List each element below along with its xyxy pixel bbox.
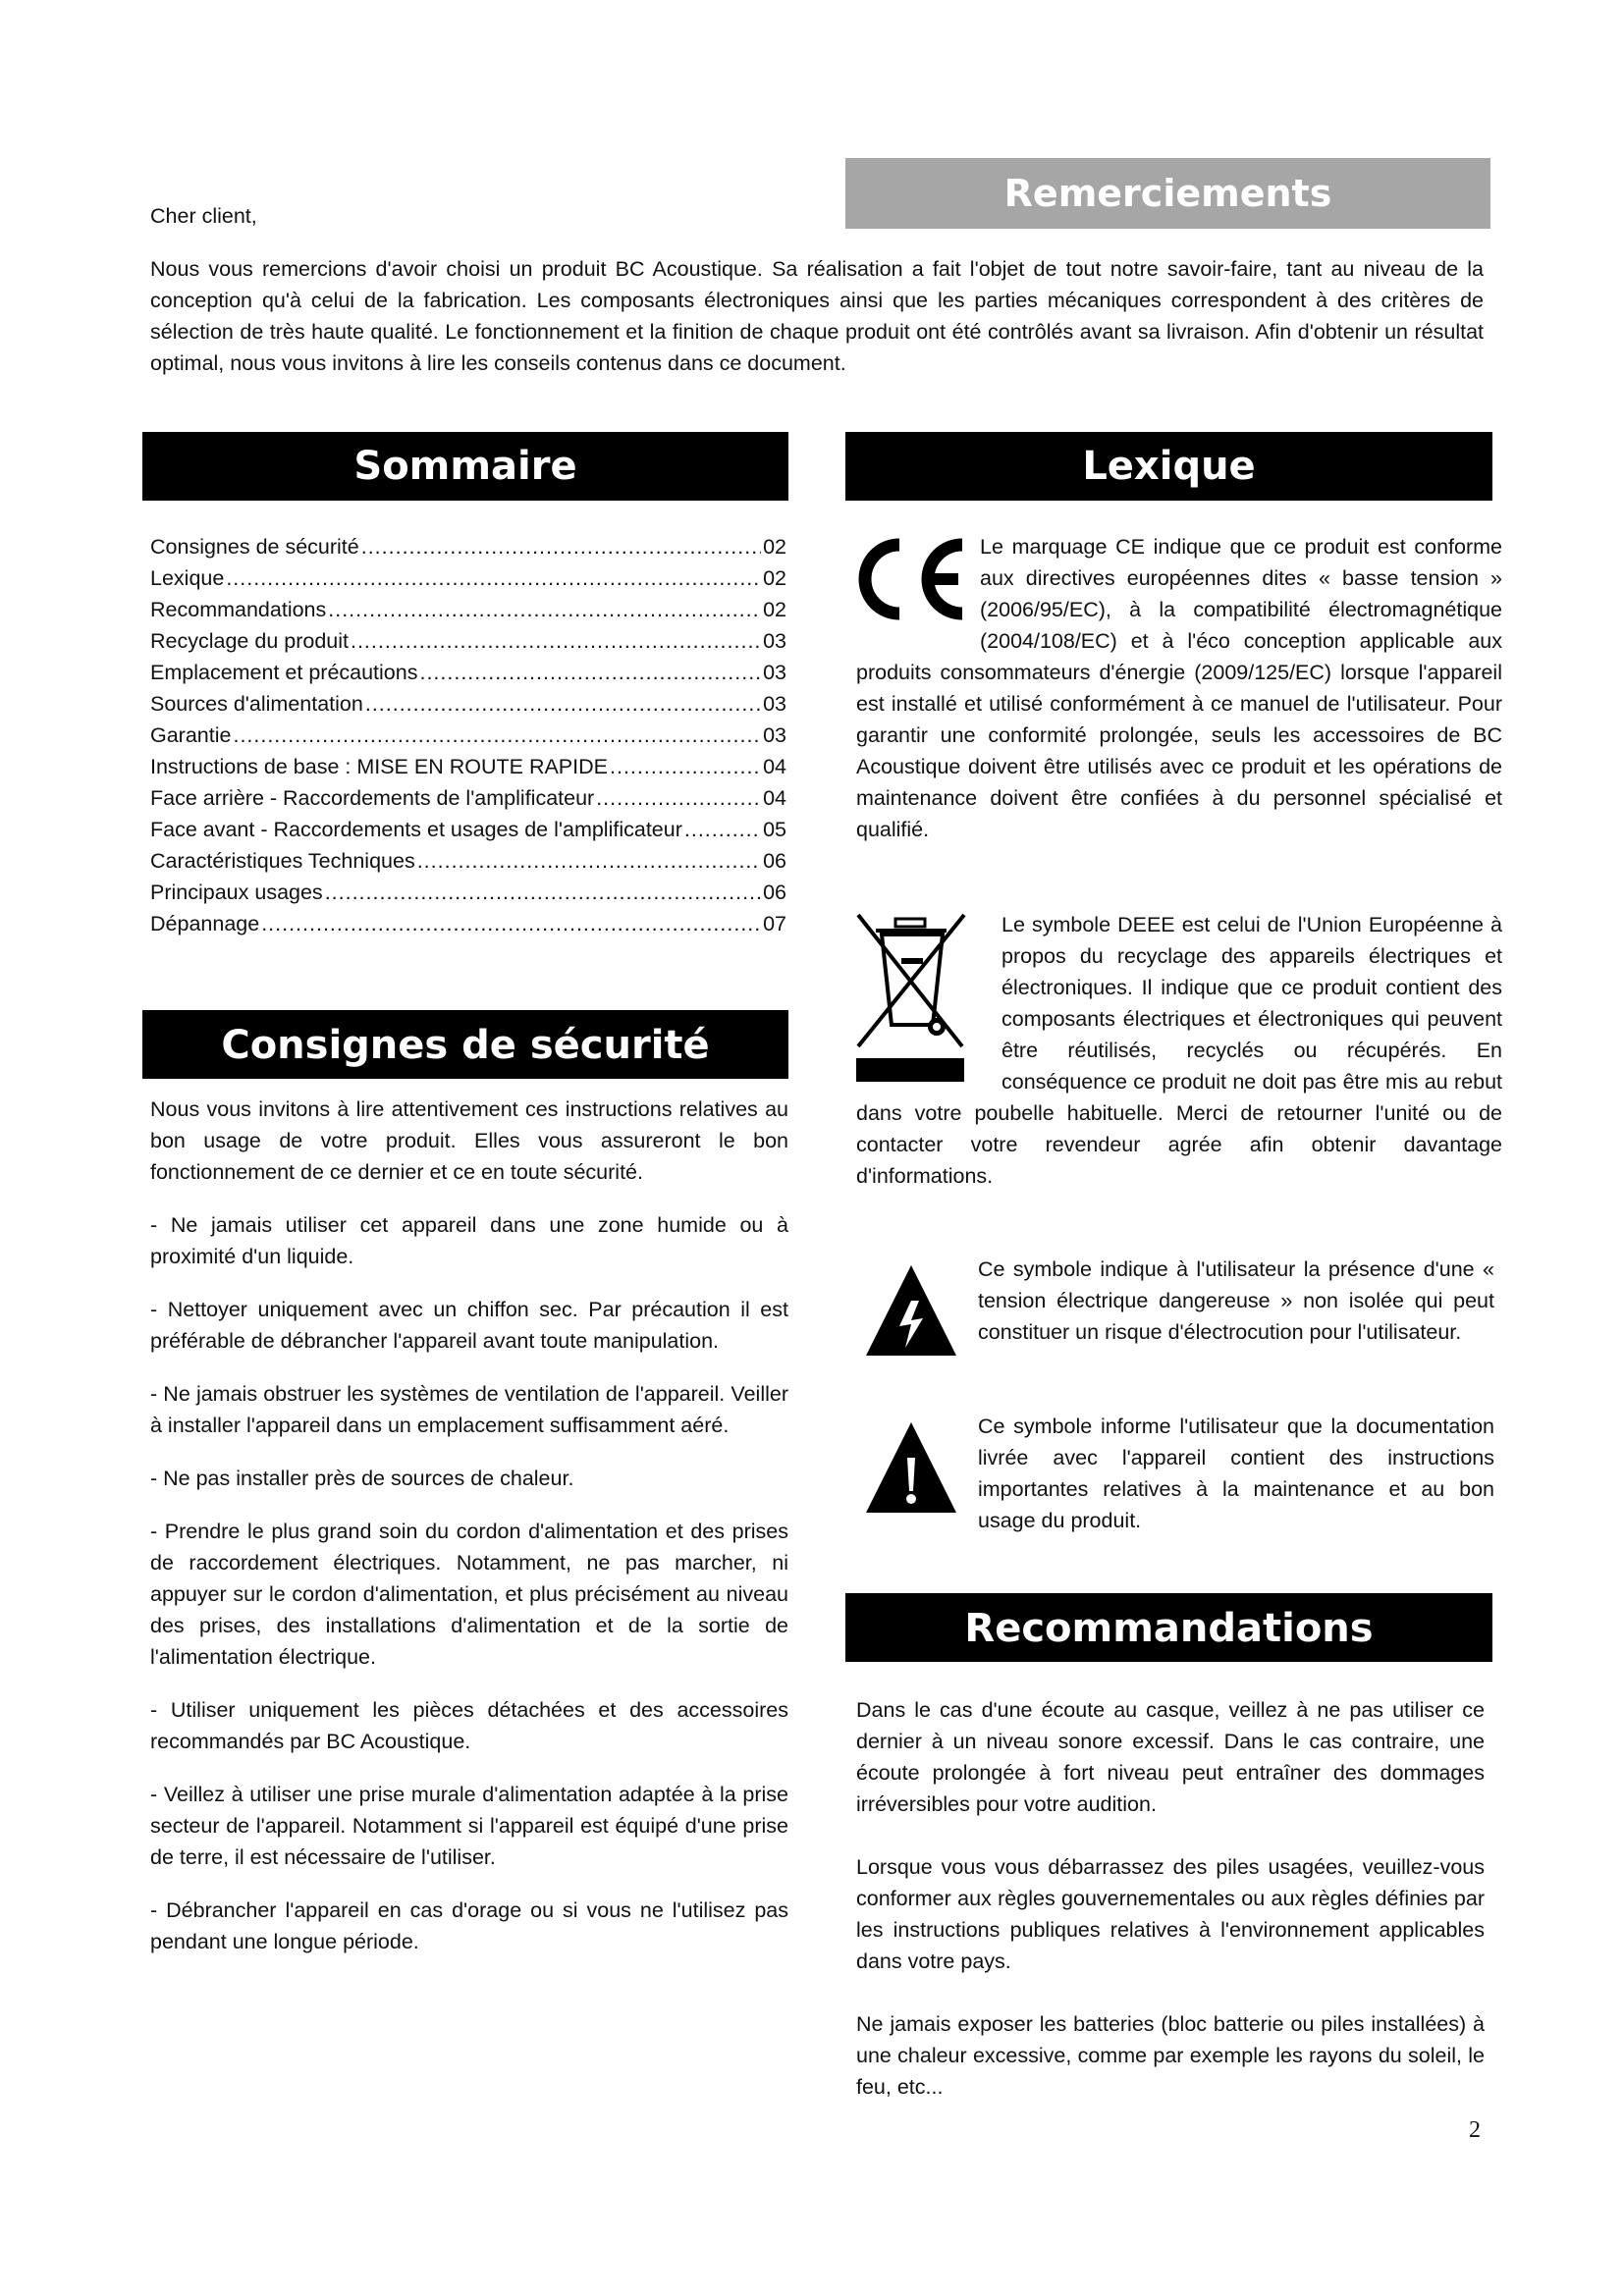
- toc-row: [150, 531, 786, 562]
- toc-label: Emplacement et précautions: [150, 661, 418, 684]
- table-of-contents: [150, 531, 786, 939]
- toc-row: [150, 782, 786, 814]
- consignes-body: [150, 1094, 788, 1957]
- consignes-paragraph: - Ne jamais obstruer les systèmes de ventilation de l'appareil. Veiller à installer l'appareil dans un emplacement suffisamment aéré.: [150, 1382, 788, 1437]
- toc-leader: [684, 814, 761, 845]
- toc-page: 03: [763, 629, 786, 653]
- recommandations-body: [856, 1694, 1485, 2103]
- toc-page: 02: [763, 598, 786, 621]
- lexique-banner: Lexique: [845, 432, 1492, 501]
- toc-leader: [328, 594, 761, 625]
- toc-leader: [610, 751, 761, 782]
- toc-row: [150, 625, 786, 657]
- toc-page: 03: [763, 661, 786, 684]
- ce-text: Le marquage CE indique que ce produit est conforme aux directives européennes dites « basse tension » (2006/95/EC), à la compatibilité électromagnétique (2004/108/EC) et à l'éco conception applicable aux produits consommateurs d'énergie (2009/125/EC) lorsque l'appareil est installé et utilisé conformément à ce manuel de l'utilisateur. Pour garantir une conformité prolongée, seuls les accessoires de BC Acoustique doivent être utilisés avec ce produit et les opérations de maintenance doivent être confiées à du personnel spécialisé et qualifié.: [856, 535, 1502, 841]
- toc-label: Recyclage du produit: [150, 629, 349, 653]
- deee-text: Le symbole DEEE est celui de l'Union Européenne à propos du recyclage des appareils électriques et électroniques. Il indique que ce produit contient des composants électriques et électroniques qui peuvent être réutilisés, recyclés ou récupérés. En conséquence ce produit ne doit pas être mis au rebut dans votre poubelle habituelle. Merci de retourner l'unité ou de contacter votre revendeur agrée afin obtenir davantage d'informations.: [856, 913, 1502, 1188]
- toc-label: Face avant - Raccordements et usages de l'amplificateur: [150, 818, 682, 841]
- toc-label: Dépannage: [150, 912, 260, 935]
- toc-leader: [226, 562, 761, 594]
- toc-leader: [417, 845, 761, 877]
- toc-leader: [361, 531, 761, 562]
- recommandations-paragraph: Ne jamais exposer les batteries (bloc batterie ou piles installées) à une chaleur excessive, comme par exemple les rayons du soleil, le feu, etc...: [856, 2012, 1485, 2099]
- toc-leader: [365, 688, 761, 720]
- toc-leader: [325, 877, 761, 908]
- toc-page: 04: [763, 786, 786, 810]
- toc-row: [150, 751, 786, 782]
- toc-row: [150, 877, 786, 908]
- voltage-text: Ce symbole indique à l'utilisateur la présence d'une « tension électrique dangereuse » non isolée qui peut constituer un risque d'électrocution pour l'utilisateur.: [978, 1257, 1494, 1344]
- toc-label: Face arrière - Raccordements de l'amplificateur: [150, 786, 595, 810]
- toc-page: 06: [763, 849, 786, 873]
- toc-row: [150, 720, 786, 751]
- toc-label: Sources d'alimentation: [150, 692, 363, 716]
- consignes-paragraph: - Prendre le plus grand soin du cordon d'alimentation et des prises de raccordement électriques. Notamment, ne pas marcher, ni appuyer sur le cordon d'alimentation, et plus précisément au niveau des prises, des installations d'alimentation et de la sortie de l'alimentation électrique.: [150, 1520, 788, 1669]
- consignes-paragraph: - Ne jamais utiliser cet appareil dans une zone humide ou à proximité d'un liquide.: [150, 1213, 788, 1268]
- remerciements-banner: Remerciements: [845, 158, 1490, 229]
- toc-label: Consignes de sécurité: [150, 535, 359, 559]
- toc-page: 03: [763, 723, 786, 747]
- greeting: Cher client,: [150, 204, 257, 228]
- toc-label: Lexique: [150, 566, 225, 590]
- consignes-banner: Consignes de sécurité: [142, 1010, 788, 1079]
- toc-page: 04: [763, 755, 786, 778]
- toc-label: Garantie: [150, 723, 232, 747]
- toc-leader: [261, 908, 761, 939]
- toc-label: Instructions de base : MISE EN ROUTE RAPIDE: [150, 755, 608, 778]
- toc-leader: [419, 657, 761, 688]
- info-text: Ce symbole informe l'utilisateur que la documentation livrée avec l'appareil contient des instructions importantes relatives à la maintenance et au bon usage du produit.: [978, 1415, 1494, 1532]
- toc-row: [150, 908, 786, 939]
- recommandations-paragraph: Lorsque vous vous débarrassez des piles usagées, veuillez-vous conformer aux règles gouvernementales ou aux règles définies par les instructions publiques relatives à l'environnement applicables dans votre pays.: [856, 1855, 1485, 1973]
- toc-row: [150, 657, 786, 688]
- toc-page: 02: [763, 535, 786, 559]
- recommandations-banner: Recommandations: [845, 1593, 1492, 1662]
- consignes-paragraph: - Nettoyer uniquement avec un chiffon sec. Par précaution il est préférable de débrancher l'appareil avant toute manipulation.: [150, 1298, 788, 1353]
- toc-row: [150, 845, 786, 877]
- toc-leader: [233, 720, 761, 751]
- consignes-paragraph: - Veillez à utiliser une prise murale d'alimentation adaptée à la prise secteur de l'appareil. Notamment si l'appareil est équipé d'une prise de terre, il est nécessaire de l'utiliser.: [150, 1783, 788, 1869]
- toc-label: Caractéristiques Techniques: [150, 849, 415, 873]
- toc-page: 05: [763, 818, 786, 841]
- toc-row: [150, 594, 786, 625]
- toc-row: [150, 562, 786, 594]
- consignes-paragraph: - Ne pas installer près de sources de chaleur.: [150, 1467, 574, 1490]
- toc-row: [150, 688, 786, 720]
- consignes-paragraph: - Débrancher l'appareil en cas d'orage ou si vous ne l'utilisez pas pendant une longue période.: [150, 1898, 788, 1953]
- remerciements-text: Nous vous remercions d'avoir choisi un produit BC Acoustique. Sa réalisation a fait l'objet de tout notre savoir-faire, tant au niveau de la conception qu'à celui de la fabrication. Les composants électroniques ainsi que les parties mécaniques correspondent à des critères de sélection de très haute qualité. Le fonctionnement et la finition de chaque produit ont été contrôlés avant sa livraison. Afin d'obtenir un résultat optimal, nous vous invitons à lire les conseils contenus dans ce document.: [150, 257, 1484, 375]
- toc-page: 03: [763, 692, 786, 716]
- toc-page: 06: [763, 881, 786, 904]
- consignes-paragraph: Nous vous invitons à lire attentivement ces instructions relatives au bon usage de votre produit. Elles vous assureront le bon fonctionnement de ce dernier et ce en toute sécurité.: [150, 1097, 788, 1184]
- toc-page: 02: [763, 566, 786, 590]
- toc-row: [150, 814, 786, 845]
- toc-leader: [596, 782, 761, 814]
- toc-page: 07: [763, 912, 786, 935]
- consignes-paragraph: - Utiliser uniquement les pièces détachées et des accessoires recommandés par BC Acoustique.: [150, 1698, 788, 1753]
- recommandations-paragraph: Dans le cas d'une écoute au casque, veillez à ne pas utiliser ce dernier à un niveau sonore excessif. Dans le cas contraire, une écoute prolongée à fort niveau peut entraîner des dommages irréversibles pour votre audition.: [856, 1698, 1485, 1816]
- sommaire-banner: Sommaire: [142, 432, 788, 501]
- toc-label: Principaux usages: [150, 881, 323, 904]
- toc-leader: [351, 625, 761, 657]
- toc-label: Recommandations: [150, 598, 327, 621]
- page-number: 2: [1469, 2117, 1481, 2143]
